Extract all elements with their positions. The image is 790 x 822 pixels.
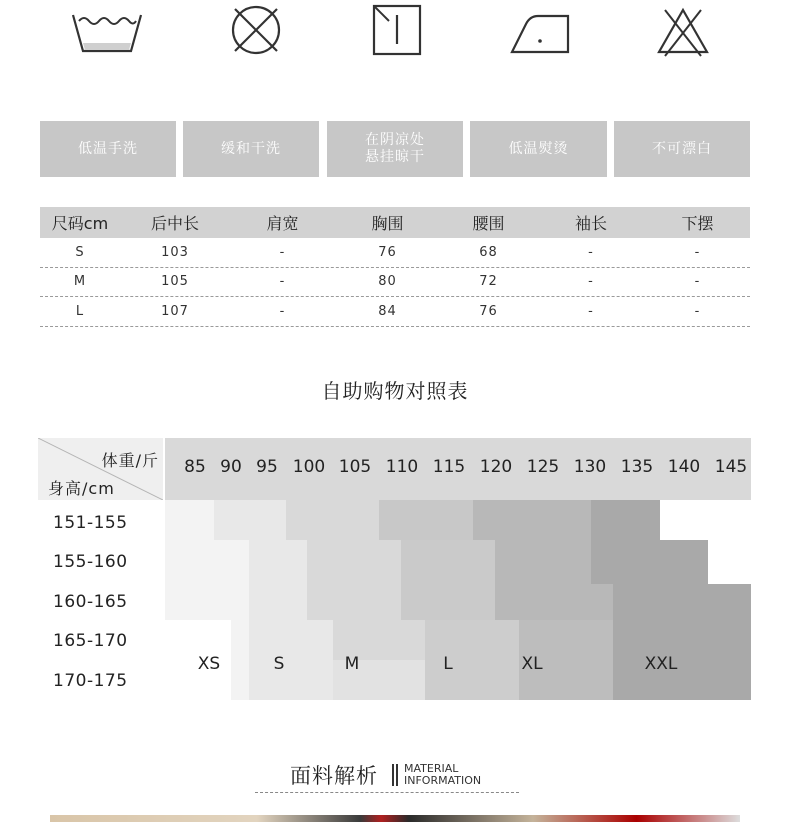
cell: M: [73, 274, 87, 290]
size-region-s: [249, 540, 307, 620]
weight-label: 100: [292, 457, 326, 477]
height-label: 155-160: [53, 552, 128, 572]
hand-wash-icon: [70, 2, 144, 58]
weight-header: [165, 438, 751, 500]
header-sleeve: 袖长: [574, 214, 607, 233]
cell: 76: [378, 244, 397, 260]
cell: L: [75, 303, 85, 319]
size-region-xxl: [591, 540, 708, 584]
size-label-xxl: XXL: [644, 654, 678, 674]
header-back-length: 后中长: [150, 214, 199, 233]
cell: -: [588, 303, 594, 319]
weight-label: 85: [184, 457, 206, 477]
table-row: [40, 268, 750, 298]
size-region-l: [425, 620, 519, 700]
size-region-l: [401, 540, 495, 620]
size-label-l: L: [443, 654, 453, 674]
weight-label: 110: [385, 457, 419, 477]
size-region-s: [249, 620, 333, 700]
cell: 68: [479, 244, 498, 260]
cell: 103: [161, 244, 189, 260]
cell: 105: [161, 274, 189, 290]
weight-label: 135: [620, 457, 654, 477]
cell: -: [588, 274, 594, 290]
size-region-xl: [495, 540, 591, 584]
size-guide-chart: [38, 438, 751, 700]
care-label-hand-wash: 低温手洗: [40, 121, 176, 177]
cell: -: [694, 244, 701, 260]
size-label-s: S: [273, 654, 285, 674]
size-region-m: [307, 540, 401, 620]
hang-dry-shade-icon: [371, 2, 423, 58]
height-label: 170-175: [53, 671, 128, 691]
size-region-xxl: [591, 500, 660, 540]
size-region-s: [214, 500, 286, 540]
height-label: 165-170: [53, 631, 128, 651]
no-dry-clean-icon: [228, 2, 284, 58]
size-table: [40, 207, 750, 327]
cell: 107: [161, 303, 189, 319]
care-label-bleach: 不可漂白: [614, 121, 750, 177]
table-row: [40, 238, 750, 268]
weight-label: 95: [256, 457, 278, 477]
fabric-divider: [255, 792, 519, 793]
care-label-hang-dry: 在阴凉处 悬挂晾干: [327, 121, 463, 177]
weight-label: 90: [220, 457, 242, 477]
weight-label: 120: [479, 457, 513, 477]
size-table-header: [40, 207, 750, 238]
size-region-xs: [231, 620, 249, 700]
size-region-xl: [495, 584, 613, 620]
cell: -: [694, 303, 701, 319]
size-grid: [165, 500, 751, 700]
size-region-m: [286, 500, 379, 540]
size-region-xl: [473, 500, 591, 540]
size-region-xs: [165, 540, 249, 620]
height-column: [38, 500, 163, 700]
low-iron-icon: [508, 2, 572, 58]
cell: -: [279, 303, 286, 319]
weight-label: 145: [714, 457, 748, 477]
height-label: 160-165: [53, 592, 128, 612]
fabric-subtitle: MATERIAL INFORMATION: [404, 762, 482, 787]
cell: 72: [479, 274, 498, 290]
cell: -: [588, 244, 594, 260]
size-region-xxl: [613, 584, 751, 700]
cell: -: [279, 274, 286, 290]
cell: 76: [479, 303, 498, 319]
weight-label: 115: [432, 457, 466, 477]
height-axis-label: 身高/cm: [48, 479, 115, 498]
header-chest: 胸围: [371, 214, 404, 233]
size-label-xs: XS: [197, 654, 221, 674]
care-label-dry-clean: 缓和干洗: [183, 121, 319, 177]
product-photo: [50, 815, 740, 822]
guide-title: 自助购物对照表: [321, 379, 469, 403]
fabric-title: 面料解析: [290, 764, 378, 788]
header-size: 尺码cm: [51, 214, 109, 233]
weight-label: 130: [573, 457, 607, 477]
cell: 80: [378, 274, 397, 290]
guide-corner: [38, 438, 163, 500]
weight-label: 140: [667, 457, 701, 477]
weight-axis-label: 体重/斤: [101, 451, 159, 470]
cell: 84: [378, 303, 397, 319]
weight-label: 105: [338, 457, 372, 477]
cell: -: [279, 244, 286, 260]
weight-label: 125: [526, 457, 560, 477]
cell: -: [694, 274, 701, 290]
size-label-xl: XL: [521, 654, 543, 674]
divider-bars: [392, 764, 398, 786]
table-row: [40, 297, 750, 327]
cell: S: [75, 244, 85, 260]
no-bleach-icon: [655, 2, 711, 58]
header-shoulder: 肩宽: [266, 214, 299, 233]
header-hem: 下摆: [681, 214, 714, 233]
size-region-xs: [165, 500, 214, 540]
height-label: 151-155: [53, 513, 128, 533]
size-label-m: M: [344, 654, 360, 674]
care-label-iron: 低温熨烫: [470, 121, 607, 177]
size-region-l: [379, 500, 473, 540]
header-waist: 腰围: [472, 214, 505, 233]
